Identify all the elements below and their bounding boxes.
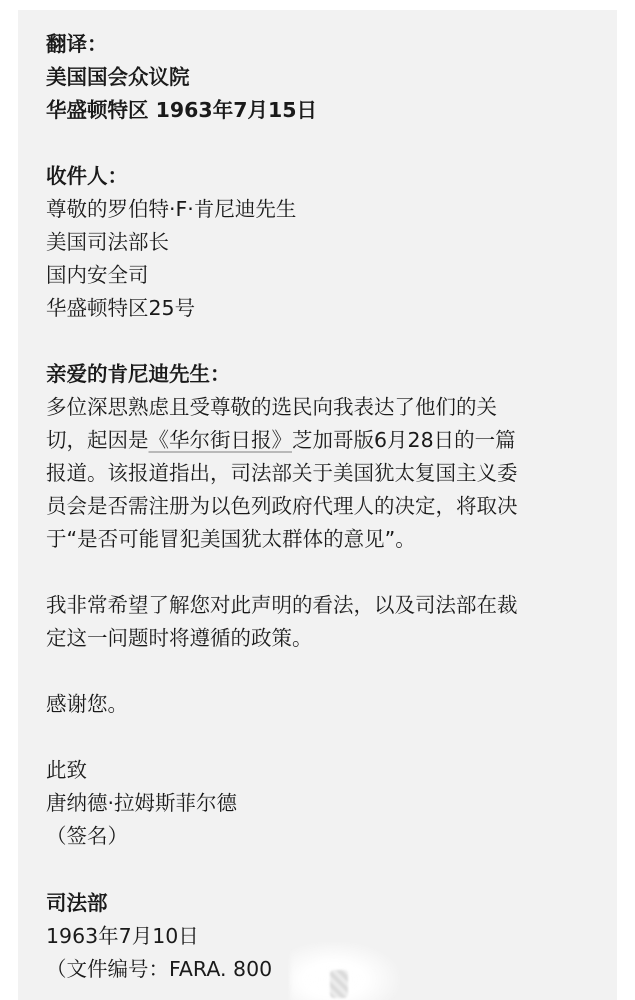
signature-note: （签名） xyxy=(46,824,128,848)
paragraph-1-line-5: 于“是否可能冒犯美国犹太群体的意见”。 xyxy=(46,527,416,551)
closing-line: 此致 xyxy=(46,758,87,782)
paragraph-1-line-4: 员会是否需注册为以色列政府代理人的决定，将取决 xyxy=(46,494,518,518)
recipient-line-address: 华盛顿特区25号 xyxy=(46,296,196,320)
recipient-label: 收件人： xyxy=(46,164,128,188)
paragraph-1-line-2-start: 切，起因是 xyxy=(46,428,149,452)
newspaper-title-link[interactable]: 《华尔街日报》 xyxy=(148,428,292,452)
sender-institution: 美国国会众议院 xyxy=(46,65,190,89)
footer-date: 1963年7月10日 xyxy=(46,924,199,948)
recipient-line-name: 尊敬的罗伯特·F·肯尼迪先生 xyxy=(46,197,297,221)
footer-file-number: （文件编号：FARA. 800 xyxy=(46,957,273,981)
sender-place-date: 华盛顿特区 1963年7月15日 xyxy=(46,98,317,122)
sender-name: 唐纳德·拉姆斯菲尔德 xyxy=(46,791,238,815)
paragraph-1-line-2-end: 芝加哥版6月28日的一篇 xyxy=(292,428,516,452)
paragraph-1-line-1: 多位深思熟虑且受尊敬的选民向我表达了他们的关 xyxy=(46,395,497,419)
salutation: 亲爱的肯尼迪先生： xyxy=(46,362,231,386)
paragraph-2-line-1: 我非常希望了解您对此声明的看法，以及司法部在裁 xyxy=(46,593,518,617)
footer-department: 司法部 xyxy=(46,891,108,915)
document-page xyxy=(18,10,617,1000)
thanks-line: 感谢您。 xyxy=(46,692,128,716)
paragraph-1-line-3: 报道。该报道指出，司法部关于美国犹太复国主义委 xyxy=(46,461,518,485)
recipient-line-title: 美国司法部长 xyxy=(46,230,169,254)
letter-body xyxy=(46,28,606,986)
paragraph-2-line-2: 定这一问题时将遵循的政策。 xyxy=(46,626,313,650)
paragraph-2 xyxy=(46,589,606,655)
recipient-line-division: 国内安全司 xyxy=(46,263,149,287)
paragraph-1-line-2 xyxy=(46,424,606,457)
translation-label: 翻译： xyxy=(46,32,108,56)
paragraph-1 xyxy=(46,391,606,556)
pixelated-mark xyxy=(330,970,348,998)
